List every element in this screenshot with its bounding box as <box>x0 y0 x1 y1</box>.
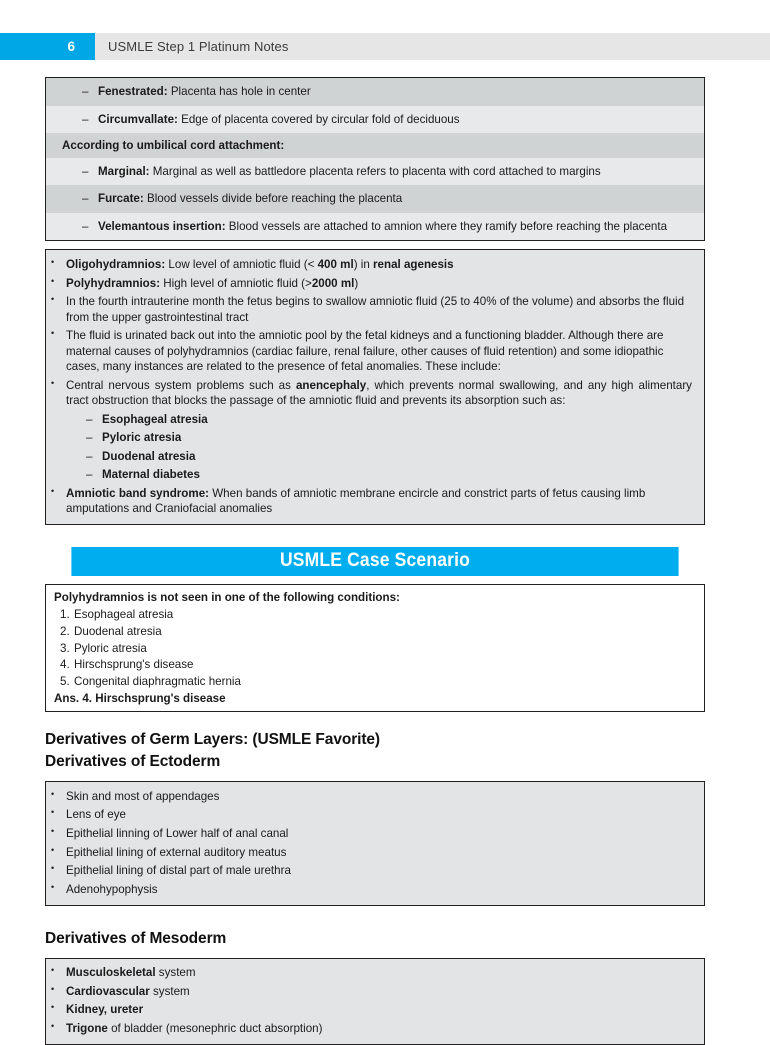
list-item <box>56 190 694 209</box>
dash-bullet-icon: – <box>86 449 93 463</box>
round-bullet-icon: • <box>51 788 55 799</box>
list-item <box>46 824 704 843</box>
case-option <box>46 640 704 657</box>
round-bullet-icon: • <box>51 294 55 305</box>
emphasis-text: Oligohydramnios: <box>66 257 166 271</box>
germ-layers-heading: Derivatives of Germ Layers: (USMLE Favorite) <box>45 731 380 749</box>
list-item <box>46 293 704 327</box>
emphasis-text: Amniotic band syndrome: <box>66 486 210 500</box>
list-item <box>46 880 704 899</box>
list-item <box>46 862 704 881</box>
body-text: ) <box>354 276 359 290</box>
dash-bullet-icon: – <box>86 412 93 426</box>
dash-bullet-icon: – <box>86 431 93 445</box>
body-text: When bands of amniotic membrane encircle and constrict parts of fetus causing limb amputations and Craniofacial anomalies <box>66 486 646 516</box>
round-bullet-icon: • <box>51 983 55 994</box>
option-number: 4. <box>60 658 70 672</box>
dash-bullet-icon: – <box>82 219 89 233</box>
option-text: Esophageal atresia <box>74 608 174 622</box>
list-item <box>46 843 704 862</box>
body-text: Epithelial lining of external auditory meatus <box>66 845 287 859</box>
body-text: ) in <box>353 257 374 271</box>
list-item <box>46 410 704 429</box>
body-text: Marginal as well as battledore placenta refers to placenta with cord attached to margins <box>149 164 601 178</box>
case-option <box>46 607 704 624</box>
list-item <box>56 162 694 181</box>
list-item <box>46 466 704 485</box>
body-text: The fluid is urinated back out into the amniotic pool by the fetal kidneys and a functioning bladder. Although there are maternal causes of polyhydramnios (cardiac failure, renal failure, other causes of fluid retention) and some idiopathic cases, many instances are related to the presence of fetal anomalies. These include: <box>66 329 664 373</box>
table-row <box>46 106 704 134</box>
body-text: of bladder (mesonephric duct absorption) <box>107 1022 323 1036</box>
emphasis-text: renal agenesis <box>373 257 454 271</box>
spacer <box>45 906 705 928</box>
dash-bullet-icon: – <box>82 164 89 178</box>
page-running-header <box>0 33 770 60</box>
list-item <box>56 110 694 129</box>
body-text: High level of amniotic fluid (> <box>160 276 312 290</box>
book-title: USMLE Step 1 Platinum Notes <box>108 39 289 54</box>
body-text: Edge of placenta covered by circular fold of deciduous <box>177 112 460 126</box>
case-option <box>46 657 704 674</box>
list-item <box>46 1001 704 1020</box>
list-item <box>46 327 704 376</box>
emphasis-text: Maternal diabetes <box>102 468 200 482</box>
case-scenario-box <box>45 584 705 712</box>
emphasis-text: Velemantous insertion: <box>98 219 226 233</box>
round-bullet-icon: • <box>51 844 55 855</box>
body-text: Central nervous system problems such as <box>66 378 296 392</box>
body-text: system <box>155 966 196 980</box>
usmle-case-scenario-banner: USMLE Case Scenario <box>71 547 678 576</box>
list-item <box>46 484 704 518</box>
body-text: , which prevents normal swallowing, and any high alimentary tract obstruction that blocks the passage of the amniotic fluid and prevents its absorption such as: <box>66 378 692 407</box>
option-text: Duodenal atresia <box>74 624 162 638</box>
round-bullet-icon: • <box>51 328 55 339</box>
list-item <box>46 255 704 274</box>
list-item <box>46 982 704 1001</box>
dash-bullet-icon: – <box>86 468 93 482</box>
spacer <box>45 525 705 547</box>
spacer <box>45 950 705 958</box>
case-option <box>46 673 704 690</box>
emphasis-text: Cardiovascular <box>66 984 150 998</box>
list-item <box>56 217 694 236</box>
list-item <box>46 787 704 806</box>
list-item <box>56 83 694 102</box>
emphasis-text: Duodenal atresia <box>102 449 196 463</box>
spacer <box>45 773 705 781</box>
body-text: Lens of eye <box>66 808 126 822</box>
list-item <box>46 376 704 410</box>
emphasis-text: Musculoskeletal <box>66 966 156 980</box>
round-bullet-icon: • <box>51 1021 55 1032</box>
body-text: Epithelial linning of Lower half of anal canal <box>66 826 289 840</box>
emphasis-text: 400 ml <box>317 257 354 271</box>
round-bullet-icon: • <box>51 863 55 874</box>
round-bullet-icon: • <box>51 1002 55 1013</box>
round-bullet-icon: • <box>51 965 55 976</box>
option-number: 3. <box>60 641 70 655</box>
amniotic-fluid-box <box>45 249 705 525</box>
emphasis-text: 2000 ml <box>311 276 355 290</box>
emphasis-text: Kidney, ureter <box>66 1003 144 1017</box>
table-row <box>46 185 704 213</box>
placenta-types-table <box>45 77 705 241</box>
round-bullet-icon: • <box>51 807 55 818</box>
table-row <box>46 78 704 106</box>
list-item <box>46 274 704 293</box>
table-row <box>46 133 704 157</box>
emphasis-text: Trigone <box>66 1022 108 1036</box>
ectoderm-list-box <box>45 781 705 906</box>
emphasis-text: Furcate: <box>98 192 144 206</box>
emphasis-text: Fenestrated: <box>98 85 168 99</box>
dash-bullet-icon: – <box>82 85 89 99</box>
list-item <box>46 964 704 983</box>
body-text: Blood vessels are attached to amnion where they ramify before reaching the placenta <box>225 219 668 233</box>
table-row <box>46 213 704 241</box>
emphasis-text: Marginal: <box>98 164 150 178</box>
list-item <box>46 447 704 466</box>
spacer <box>45 576 705 584</box>
mesoderm-heading: Derivatives of Mesoderm <box>45 929 227 947</box>
option-text: Pyloric atresia <box>74 641 147 655</box>
spacer <box>45 712 705 729</box>
body-text: Blood vessels divide before reaching the placenta <box>143 192 403 206</box>
case-question: Polyhydramnios is not seen in one of the following conditions: <box>54 591 400 605</box>
round-bullet-icon: • <box>51 881 55 892</box>
option-text: Hirschsprung's disease <box>74 658 194 672</box>
emphasis-text: Polyhydramnios: <box>66 276 161 290</box>
round-bullet-icon: • <box>51 377 55 388</box>
dash-bullet-icon: – <box>82 192 89 206</box>
body-text: Placenta has hole in center <box>167 85 311 99</box>
emphasis-text: Circumvallate: <box>98 112 178 126</box>
spacer <box>45 241 705 249</box>
round-bullet-icon: • <box>51 256 55 267</box>
case-options-list <box>46 607 704 690</box>
mesoderm-list-box <box>45 958 705 1045</box>
round-bullet-icon: • <box>51 825 55 836</box>
case-option <box>46 623 704 640</box>
list-item <box>46 1019 704 1038</box>
list-item <box>46 806 704 825</box>
body-text: Skin and most of appendages <box>66 789 220 803</box>
table-row <box>46 158 704 186</box>
case-answer: Ans. 4. Hirschsprung's disease <box>54 691 226 705</box>
body-text: Low level of amniotic fluid (< <box>165 257 318 271</box>
option-text: Congenital diaphragmatic hernia <box>74 674 241 688</box>
emphasis-text: anencephaly <box>295 378 367 392</box>
option-number: 1. <box>60 608 70 622</box>
round-bullet-icon: • <box>51 275 55 286</box>
body-text: system <box>149 984 190 998</box>
round-bullet-icon: • <box>51 485 55 496</box>
list-item <box>46 429 704 448</box>
body-text: In the fourth intrauterine month the fetus begins to swallow amniotic fluid (25 to 40% of the volume) and absorbs the fluid from the upper gastrointestinal tract <box>66 295 685 324</box>
body-text: Epithelial lining of distal part of male urethra <box>66 864 291 878</box>
ectoderm-heading: Derivatives of Ectoderm <box>45 753 221 771</box>
emphasis-text: Pyloric atresia <box>102 431 182 445</box>
emphasis-text: Esophageal atresia <box>102 412 208 426</box>
page-content <box>45 77 705 1045</box>
body-text: Adenohypophysis <box>66 882 158 896</box>
table-row-subheading: According to umbilical cord attachment: <box>62 138 285 152</box>
option-number: 5. <box>60 674 70 688</box>
dash-bullet-icon: – <box>82 112 89 126</box>
option-number: 2. <box>60 624 70 638</box>
page-number: 6 <box>0 33 95 60</box>
